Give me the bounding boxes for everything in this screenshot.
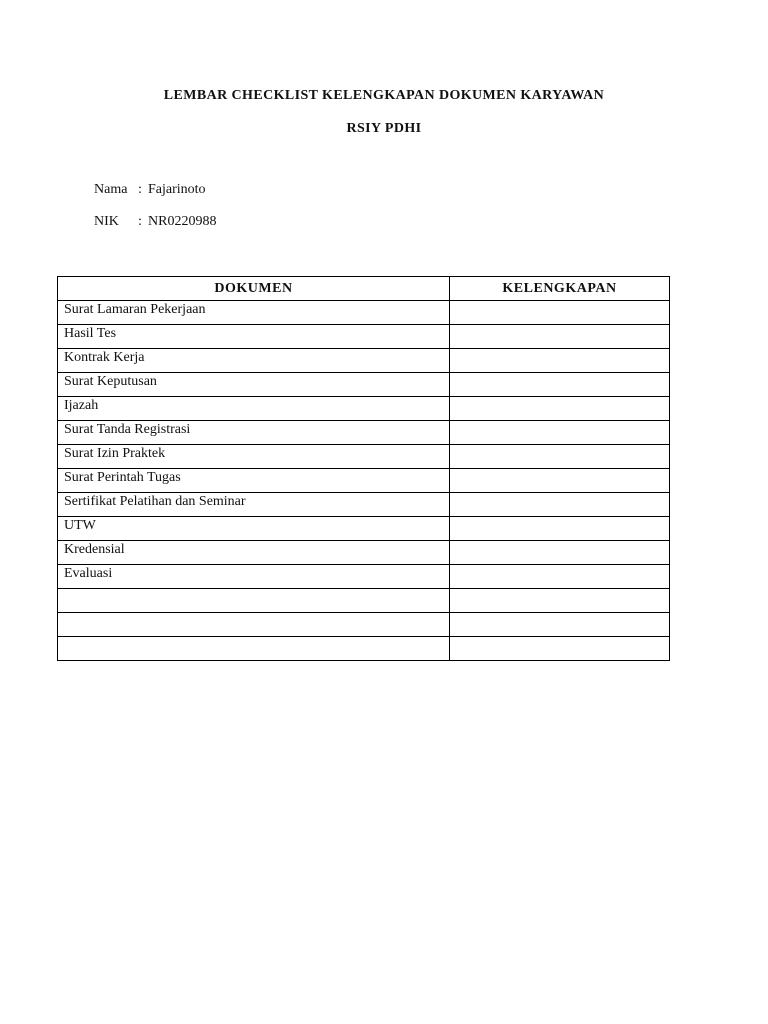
name-label: Nama <box>94 182 128 197</box>
table-row <box>58 613 670 637</box>
name-separator: : <box>138 182 142 197</box>
document-title: LEMBAR CHECKLIST KELENGKAPAN DOKUMEN KARYAWAN <box>163 88 605 103</box>
cell-dokumen <box>58 589 450 613</box>
name-value: Fajarinoto <box>148 182 206 197</box>
cell-kelengkapan <box>450 613 670 637</box>
nik-value: NR0220988 <box>148 214 217 229</box>
cell-dokumen: Surat Keputusan <box>58 373 450 397</box>
cell-dokumen: Ijazah <box>58 397 450 421</box>
cell-kelengkapan <box>450 445 670 469</box>
cell-kelengkapan <box>450 397 670 421</box>
table-row <box>58 349 670 373</box>
cell-dokumen: Sertifikat Pelatihan dan Seminar <box>58 493 450 517</box>
table-row <box>58 637 670 661</box>
cell-dokumen: Surat Izin Praktek <box>58 445 450 469</box>
cell-dokumen <box>58 613 450 637</box>
table-row <box>58 541 670 565</box>
cell-kelengkapan <box>450 637 670 661</box>
cell-dokumen: Evaluasi <box>58 565 450 589</box>
table-header-row <box>58 277 670 301</box>
cell-kelengkapan <box>450 301 670 325</box>
table-row <box>58 493 670 517</box>
cell-kelengkapan <box>450 589 670 613</box>
table-body <box>58 301 670 661</box>
table-row <box>58 325 670 349</box>
table-row <box>58 445 670 469</box>
table-row <box>58 517 670 541</box>
cell-dokumen <box>58 637 450 661</box>
table-row <box>58 301 670 325</box>
cell-dokumen: Surat Perintah Tugas <box>58 469 450 493</box>
cell-kelengkapan <box>450 493 670 517</box>
document-subtitle: RSIY PDHI <box>346 121 422 136</box>
table-row <box>58 373 670 397</box>
cell-kelengkapan <box>450 541 670 565</box>
column-header-kelengkapan: KELENGKAPAN <box>450 277 670 301</box>
cell-kelengkapan <box>450 565 670 589</box>
nik-label: NIK <box>94 214 119 229</box>
table-row <box>58 469 670 493</box>
cell-kelengkapan <box>450 349 670 373</box>
employee-name-row <box>94 182 206 198</box>
cell-kelengkapan <box>450 421 670 445</box>
employee-nik-row <box>94 214 216 230</box>
cell-dokumen: Kredensial <box>58 541 450 565</box>
table-row <box>58 565 670 589</box>
table-row <box>58 397 670 421</box>
cell-kelengkapan <box>450 373 670 397</box>
cell-kelengkapan <box>450 325 670 349</box>
cell-kelengkapan <box>450 469 670 493</box>
cell-dokumen: Surat Tanda Registrasi <box>58 421 450 445</box>
cell-dokumen: Surat Lamaran Pekerjaan <box>58 301 450 325</box>
cell-kelengkapan <box>450 517 670 541</box>
cell-dokumen: UTW <box>58 517 450 541</box>
table-row <box>58 589 670 613</box>
nik-separator: : <box>138 214 142 229</box>
column-header-dokumen: DOKUMEN <box>58 277 450 301</box>
cell-dokumen: Hasil Tes <box>58 325 450 349</box>
document-checklist-table <box>57 276 670 661</box>
cell-dokumen: Kontrak Kerja <box>58 349 450 373</box>
table-row <box>58 421 670 445</box>
